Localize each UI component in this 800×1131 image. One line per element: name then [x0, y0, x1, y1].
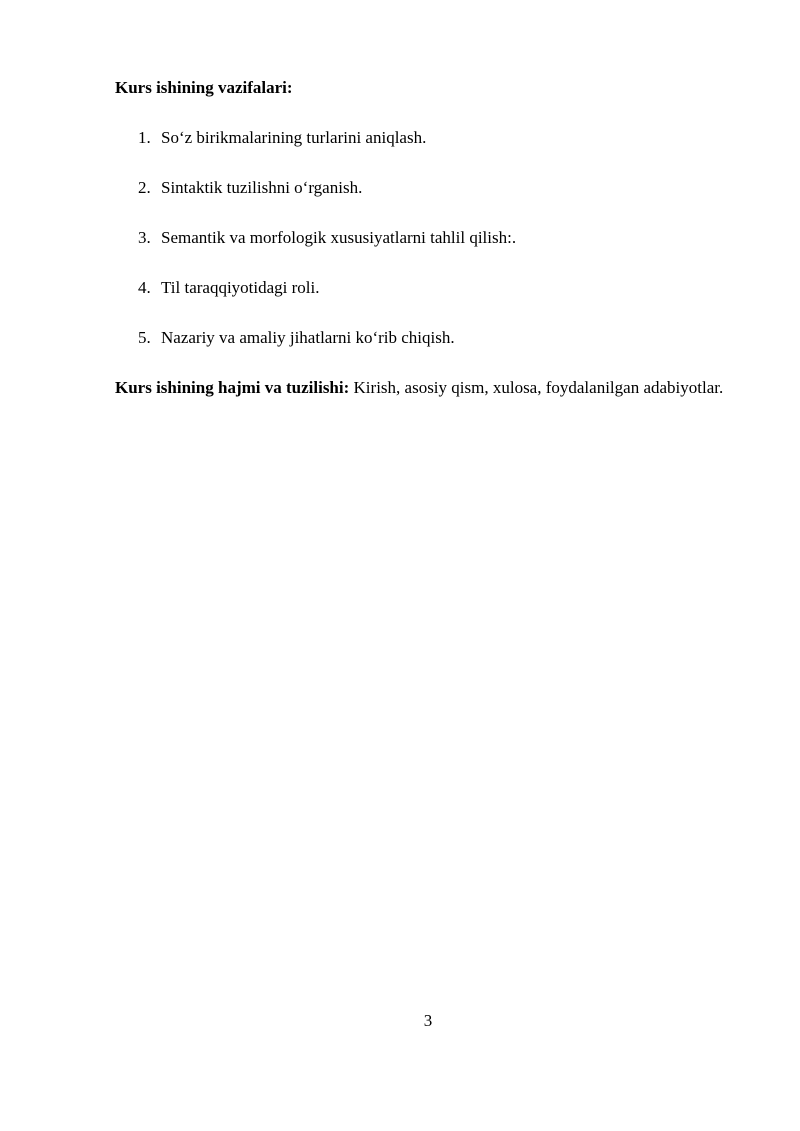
list-item-number: 4. — [138, 278, 151, 297]
list-item-number: 5. — [138, 328, 151, 347]
list-item — [115, 327, 745, 349]
list-item-number: 1. — [138, 128, 151, 147]
list-item — [115, 127, 745, 149]
list-item-text: Sintaktik tuzilishni o‘rganish. — [161, 178, 363, 197]
page-number: 3 — [423, 1011, 433, 1030]
list-item — [115, 227, 745, 249]
list-item-text: So‘z birikmalarining turlarini aniqlash. — [161, 128, 427, 147]
structure-label: Kurs ishining hajmi va tuzilishi: — [115, 378, 350, 397]
structure-paragraph — [115, 376, 743, 399]
list-item-text: Semantik va morfologik xususiyatlarni tahlil qilish:. — [161, 228, 517, 247]
list-item — [115, 177, 745, 199]
list-item-number: 3. — [138, 228, 151, 247]
list-item-number: 2. — [138, 178, 151, 197]
section-heading: Kurs ishining vazifalari: — [115, 78, 293, 97]
list-item-text: Nazariy va amaliy jihatlarni ko‘rib chiqish. — [161, 328, 455, 347]
task-list — [115, 127, 745, 377]
structure-text: Kirish, asosiy qism, xulosa, foydalanilgan adabiyotlar. — [349, 378, 724, 397]
list-item-text: Til taraqqiyotidagi roli. — [161, 278, 320, 297]
list-item — [115, 277, 745, 299]
